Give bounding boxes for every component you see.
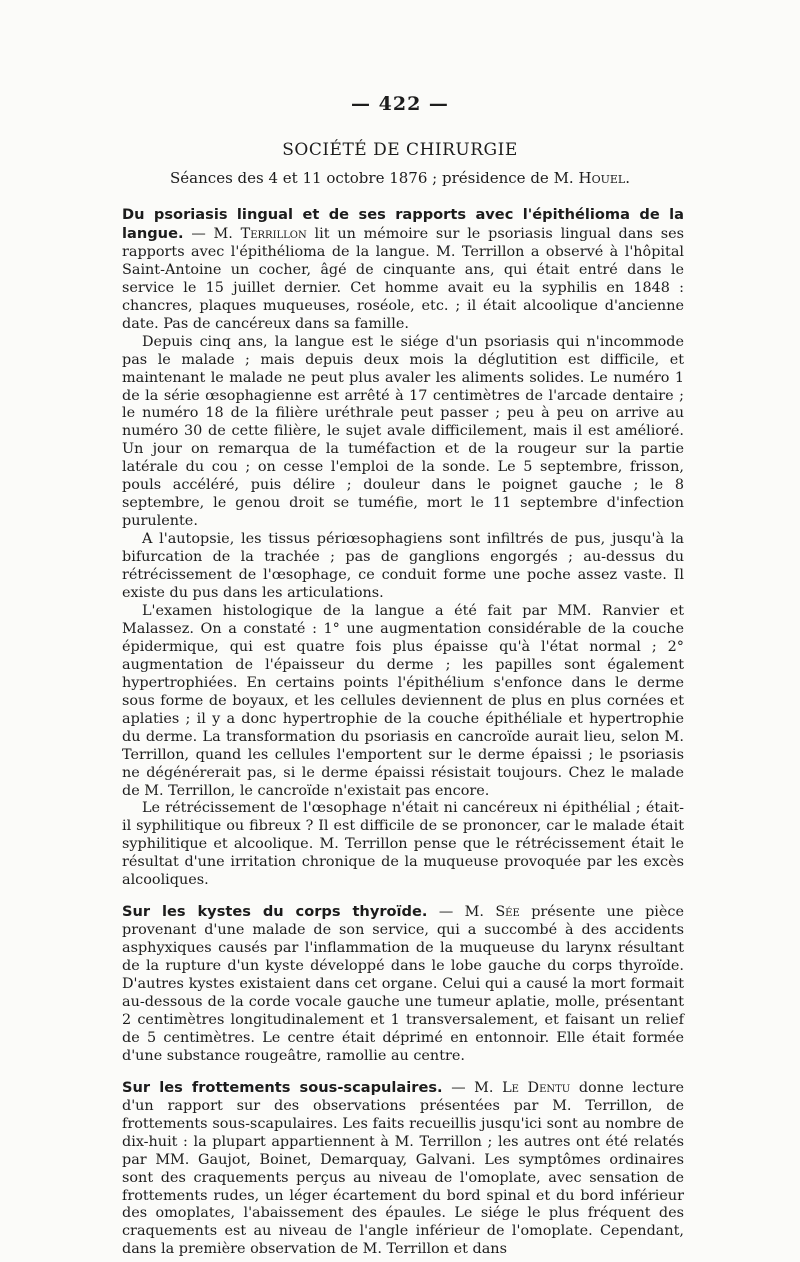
paragraph: Depuis cinq ans, la langue est le siége d'un psoriasis qui n'incommode pas le malade ; mais depuis deux mois la déglutition est difficile, et maintenant le malade ne peut plus avaler les aliments solides. Le numéro 1 de la série œsophagienne est arrêté à 17 centimètres de l'arcade dentaire ; le numéro 18 de la filière uréthrale peut passer ; peu à peu on arrive au numéro 30 de cette filière, le sujet avale difficilement, mais il est amélioré. Un jour on remarqua de la tuméfaction et de la rougeur sur la partie latérale du cou ; on cesse l'emploi de la sonde. Le 5 septembre, frisson, pouls accéléré, puis délire ; douleur dans le poignet gauche ; le 8 septembre, le genou droit se tuméfie, mort le 11 septembre d'infection purulente. [122, 333, 684, 530]
section-heading: Du psoriasis lingual et de ses rapports avec l'épithélioma de la langue. [122, 206, 684, 242]
president-name: Houel. [578, 169, 630, 187]
section-heading: Sur les kystes du corps thyroïde. [122, 903, 428, 921]
society-title: SOCIÉTÉ DE CHIRURGIE [282, 140, 518, 160]
article-body [122, 206, 684, 1259]
sessions-text: Séances des 4 et 11 octobre 1876 ; présidence de M. [170, 169, 574, 187]
section-heading: Sur les frottements sous-scapulaires. [122, 1078, 443, 1096]
page-number: — 422 — [351, 93, 449, 115]
author-name: Terrillon [240, 225, 307, 242]
author-prefix: — M. [191, 225, 233, 242]
author-prefix: — M. [438, 904, 484, 921]
paragraph-text: donne lecture d'un rapport sur des observations présentées par M. Terrillon, de frottements sous-scapulaires. Les faits recueillis jusqu'ici sont au nombre de dix-huit : la plupart appartiennent à M. Terrillon ; les autres ont été relatés par MM. Gaujot, Boinet, Demarquay, Galvani. Les symptômes ordinaires sont des craquements perçus au niveau de l'omoplate, avec sensation de frottements rudes, un léger écartement du bord spinal et du bord inférieur des omoplates, l'abaissement des épaules. Le siége le plus fréquent des craquements est au niveau de l'angle inférieur de l'omoplate. Cependant, dans la première observation de M. Terrillon et dans [122, 1079, 684, 1258]
paragraph-text: lit un mémoire sur le psoriasis lingual dans ses rapports avec l'épithélioma de la langue. M. Terrillon a observé à l'hôpital Saint-Antoine un cocher, âgé de cinquante ans, qui était entré dans le service le 15 juillet dernier. Cet homme avait eu la syphilis en 1848 : chancres, plaques muqueuses, roséole, etc. ; il était alcoolique d'ancienne date. Pas de cancéreux dans sa famille. [122, 225, 685, 332]
section-frottements-lead [122, 1079, 684, 1260]
paragraph-text: présente une pièce provenant d'une malade de son service, qui a succombé à des accidents asphyxiques causés par l'inflammation de la muqueuse du larynx résultant de la rupture d'un kyste développé dans le lobe gauche du corps thyroïde. D'autres kystes existaient dans cet organe. Celui qui a causé la mort formait au-dessous de la corde vocale gauche une tumeur aplatie, molle, présentant 2 centimètres longitudinalement et 1 transversalement, et faisant un relief de 5 centimètres. Le centre était déprimé en entonnoir. Elle était formée d'une substance rougeâtre, ramollie au centre. [122, 904, 684, 1064]
sessions-line [0, 169, 800, 187]
paragraph: Le rétrécissement de l'œsophage n'était ni cancéreux ni épithélial ; était-il syphilitique ou fibreux ? Il est difficile de se prononcer, car le malade était syphilitique et alcoolique. M. Terrillon pense que le rétrécissement était le résultat d'une irritation chronique de la muqueuse provoquée par les excès alcooliques. [122, 800, 684, 889]
paragraph: A l'autopsie, les tissus périœsophagiens sont infiltrés de pus, jusqu'à la bifurcation de la trachée ; pas de ganglions engorgés ; au-dessus du rétrécissement de l'œsophage, ce conduit forme une poche assez vaste. Il existe du pus dans les articulations. [122, 531, 684, 602]
author-name: Le Dentu [502, 1079, 571, 1096]
section-kystes-lead [122, 903, 684, 1066]
section-psoriasis-lead [122, 206, 684, 334]
author-name: Sée [495, 904, 520, 921]
paragraph: L'examen histologique de la langue a été fait par MM. Ranvier et Malassez. On a constaté : 1° une augmentation considérable de la couche épidermique, qui est quatre fois plus épaisse qu'à l'état normal ; 2° augmentation de l'épaisseur du derme ; les papilles sont également hypertrophiées. En certains points l'épithélium s'enfonce dans le derme sous forme de boyaux, et les cellules deviennent de plus en plus cornées et aplaties ; il y a donc hypertrophie de la couche épithéliale et hypertrophie du derme. La transformation du psoriasis en cancroïde aurait lieu, selon M. Terrillon, quand les cellules l'emportent sur le derme épaissi ; le psoriasis ne dégénérerait pas, si le derme épaissi résistait toujours. Chez le malade de M. Terrillon, le cancroïde n'existait pas encore. [122, 602, 684, 799]
author-prefix: — M. [451, 1079, 494, 1096]
